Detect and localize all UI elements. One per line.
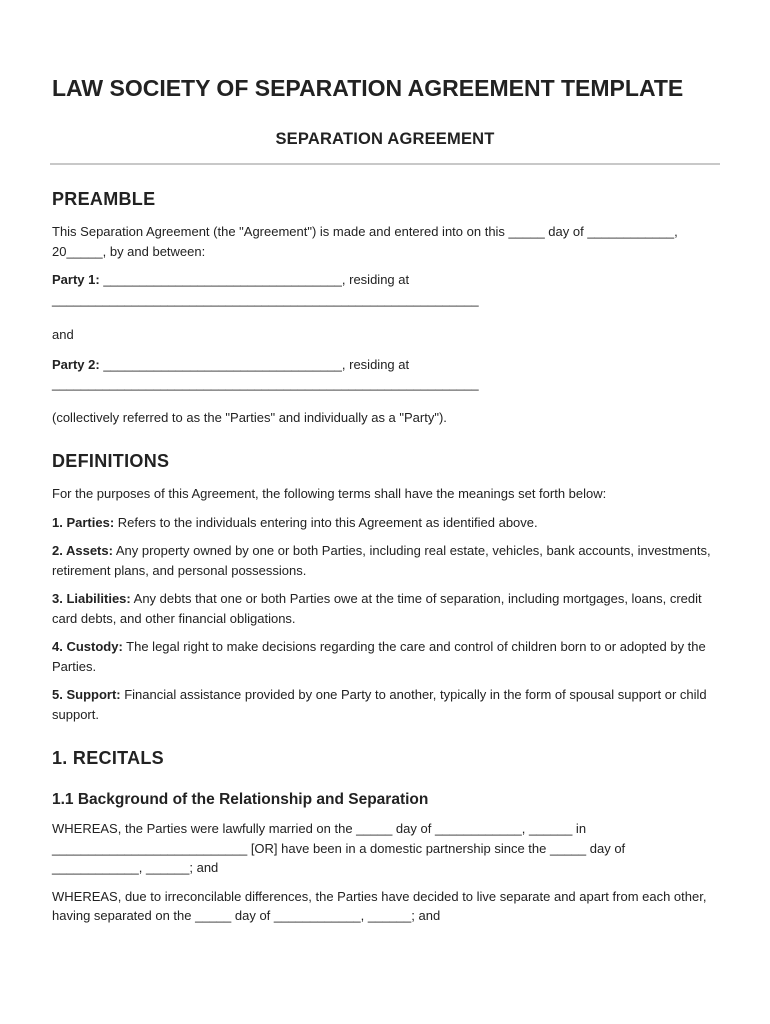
- definition-text: Any debts that one or both Parties owe at the time of separation, including mortgages, loans, credit card debts, and other financial obligations.: [52, 591, 702, 626]
- definition-text: Any property owned by one or both Parties, including real estate, vehicles, bank accounts, investments, retirement plans, and personal possessions.: [52, 543, 711, 578]
- definitions-intro: For the purposes of this Agreement, the following terms shall have the meanings set forth below:: [52, 486, 607, 501]
- definition-item: [52, 541, 718, 580]
- party2-line: [52, 355, 718, 394]
- definition-item: [52, 513, 718, 533]
- preamble-heading: PREAMBLE: [52, 189, 156, 209]
- recital-paragraph: WHEREAS, due to irreconcilable differences, the Parties have decided to live separate and apart from each other, having separated on the _____ day of ____________, ______; and: [52, 888, 707, 923]
- definition-term: 1. Parties:: [52, 514, 115, 530]
- definition-term: 5. Support:: [52, 687, 121, 702]
- title-divider: [50, 163, 720, 165]
- collective-text: (collectively referred to as the "Parties" and individually as a "Party").: [52, 409, 447, 425]
- definition-item: [52, 685, 718, 724]
- definition-term: 3. Liabilities:: [52, 591, 131, 606]
- recitals-section: [52, 748, 718, 926]
- and-text: and: [52, 327, 74, 342]
- party2-text: _________________________________, residing at ___________________________________________________________: [52, 356, 479, 391]
- preamble-intro: This Separation Agreement (the "Agreement") is made and entered into on this _____ day of ____________, 20_____, by and between:: [52, 224, 678, 259]
- definition-text: Refers to the individuals entering into this Agreement as identified above.: [114, 514, 538, 530]
- recitals-heading: 1. RECITALS: [52, 748, 164, 768]
- recital-paragraph: WHEREAS, the Parties were lawfully married on the _____ day of ____________, ______ in ___________________________ [OR] have been in a domestic partnership since the _____ day of ____________, ______; and: [52, 821, 626, 875]
- definition-item: [52, 589, 718, 628]
- definition-text: Financial assistance provided by one Party to another, typically in the form of spousal support or child support.: [52, 687, 707, 722]
- document-title: LAW SOCIETY OF SEPARATION AGREEMENT TEMPLATE: [52, 75, 684, 101]
- definition-text: The legal right to make decisions regarding the care and control of children born to or adopted by the Parties.: [52, 639, 706, 674]
- recitals-subheading: 1.1 Background of the Relationship and Separation: [52, 791, 429, 808]
- preamble-section: [52, 189, 718, 427]
- definition-term: 4. Custody:: [52, 639, 123, 654]
- party2-label: Party 2:: [52, 356, 100, 372]
- document-subtitle: SEPARATION AGREEMENT: [275, 130, 495, 148]
- definition-item: [52, 637, 718, 676]
- definitions-heading: DEFINITIONS: [52, 451, 170, 471]
- definition-term: 2. Assets:: [52, 543, 113, 558]
- definitions-section: [52, 451, 718, 724]
- party1-text: _________________________________, residing at ___________________________________________________________: [52, 272, 479, 307]
- party1-label: Party 1:: [52, 272, 100, 287]
- party1-line: [52, 270, 718, 309]
